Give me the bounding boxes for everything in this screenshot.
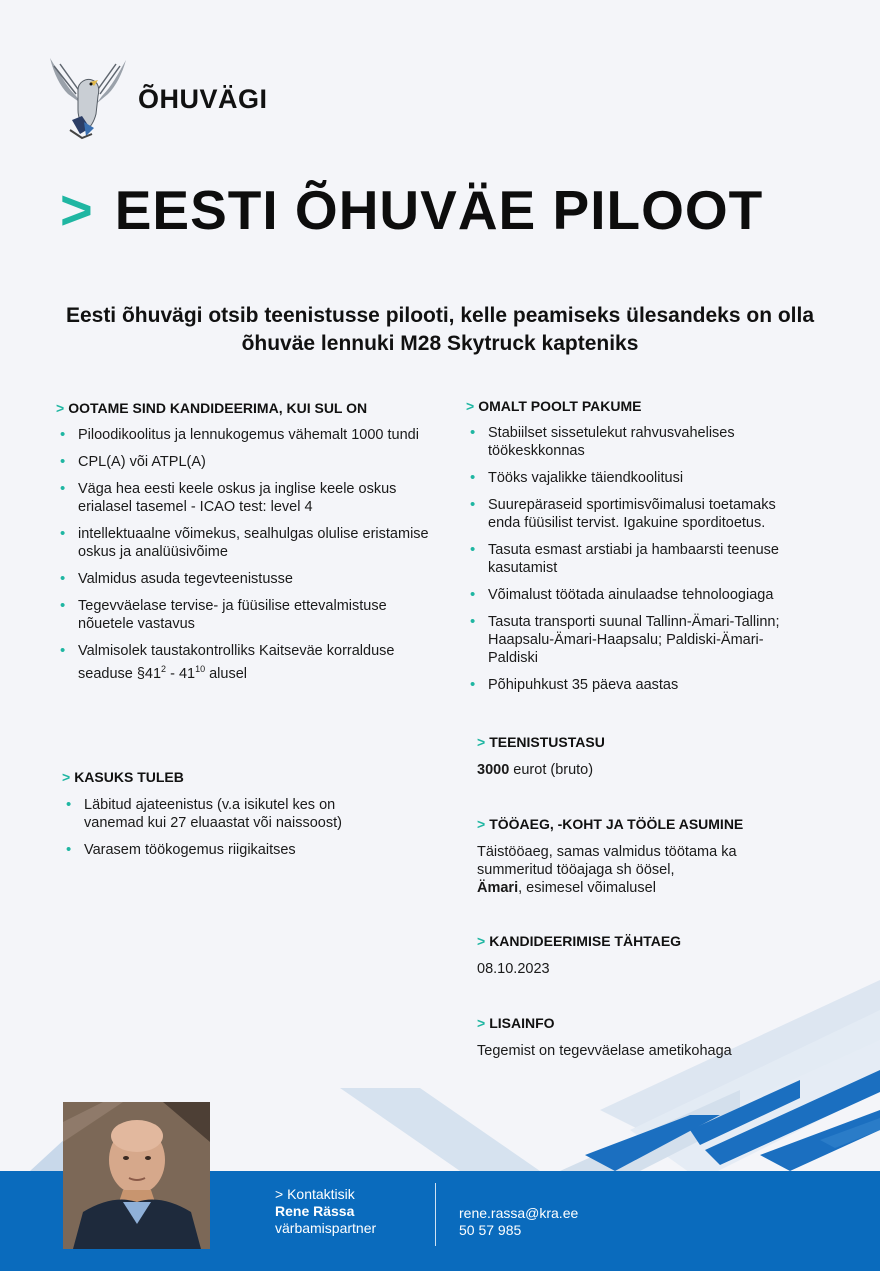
list-item-text: - 41 (166, 665, 196, 682)
list-item: • Valmidus asuda tegevteenistusse (56, 570, 436, 588)
section-chevron: > (56, 400, 65, 416)
list-item: • intellektuaalne võimekus, sealhulgas olulise eristamise oskus ja analüüsivõime (56, 525, 436, 561)
footer-divider (435, 1183, 436, 1246)
contact-email[interactable]: rene.rassa@kra.ee (459, 1205, 579, 1221)
list-item: • Piloodikoolitus ja lennukogemus vähemalt 1000 tundi (56, 426, 436, 444)
page-title (60, 178, 764, 241)
section-chevron: > (62, 769, 71, 785)
intro-text: Eesti õhuvägi otsib teenistusse pilooti, kelle peamiseks ülesandeks on olla õhuväe lennuki M28 Skytruck kapteniks (65, 304, 815, 355)
salary-suffix: eurot (bruto) (509, 762, 594, 778)
requirements-list (56, 426, 436, 692)
section-heading-text: TÖÖAEG, -KOHT JA TÖÖLE ASUMINE (489, 816, 744, 832)
list-item: • Läbitud ajateenistus (v.a isikutel kes on vanemad kui 27 eluaastat või naissoost) (62, 796, 382, 832)
start-time: , esimesel võimalusel (518, 880, 656, 896)
contact-phone[interactable]: 50 57 985 (459, 1222, 522, 1238)
deadline-date: 08.10.2023 (477, 961, 550, 977)
section-heading-text: KANDIDEERIMISE TÄHTAEG (489, 933, 682, 949)
list-item: • Tööks vajalikke täiendkoolitusi (466, 469, 796, 487)
section-heading-advantages (62, 769, 184, 785)
list-item: • Põhipuhkust 35 päeva aastas (466, 676, 796, 694)
contact-label: > Kontaktisik (275, 1186, 355, 1202)
section-chevron: > (477, 734, 486, 750)
superscript: 2 (161, 664, 167, 674)
section-chevron: > (477, 816, 486, 832)
additional-info-text: Tegemist on tegevväelase ametikohaga (477, 1043, 732, 1059)
list-item: • Väga hea eesti keele oskus ja inglise keele oskus erialasel tasemel - ICAO test: level 4 (56, 480, 436, 516)
list-item: • CPL(A) või ATPL(A) (56, 453, 436, 471)
list-item-text: alusel (205, 665, 248, 682)
list-item: • Tasuta transporti suunal Tallinn-Ämari-Tallinn; Haapsalu-Ämari-Haapsalu; Paldiski-Ämari-Paldiski (466, 613, 796, 667)
brand-name: ÕHUVÄGI (138, 84, 268, 114)
section-chevron: > (466, 398, 475, 414)
list-item (56, 642, 436, 683)
list-item: • Võimalust töötada ainulaadse tehnoloogiaga (466, 586, 796, 604)
list-item: • Varasem töökogemus riigikaitses (62, 841, 382, 859)
section-heading-requirements (56, 400, 367, 416)
working-time-line: Täistööaeg, samas valmidus töötama ka summeritud tööajaga sh öösel, (477, 844, 737, 878)
section-heading-working-time (477, 816, 743, 832)
section-heading-additional-info (477, 1015, 555, 1031)
contact-person-photo (63, 1102, 210, 1249)
offer-list (466, 424, 796, 703)
advantages-list (62, 796, 382, 868)
eagle-emblem-icon (46, 56, 130, 142)
work-location: Ämari (477, 880, 519, 896)
contact-name: Rene Rässa (275, 1203, 355, 1219)
title-chevron: > (60, 178, 93, 241)
section-chevron: > (477, 933, 486, 949)
list-item: • Tasuta esmast arstiabi ja hambaarsti teenuse kasutamist (466, 541, 796, 577)
section-heading-text: LISAINFO (489, 1015, 555, 1031)
title-text: EESTI ÕHUVÄE PILOOT (114, 178, 764, 241)
salary-text (477, 761, 593, 779)
superscript: 10 (195, 664, 206, 674)
section-heading-text: OMALT POOLT PAKUME (478, 398, 642, 414)
salary-amount: 3000 (477, 762, 510, 778)
list-item: • Tegevväelase tervise- ja füüsilise ettevalmistuse nõuetele vastavus (56, 597, 436, 633)
section-heading-text: KASUKS TULEB (74, 769, 184, 785)
section-heading-offer (466, 398, 642, 414)
section-heading-text: TEENISTUSTASU (489, 734, 605, 750)
working-time-text (477, 843, 777, 897)
section-heading-salary (477, 734, 605, 750)
section-chevron: > (477, 1015, 486, 1031)
list-item: • Stabiilset sissetulekut rahvusvahelises töökeskkonnas (466, 424, 796, 460)
list-item-text: Valmisolek taustakontrolliks Kaitseväe korralduse seaduse §41 (78, 643, 395, 682)
list-item: • Suurepäraseid sportimisvõimalusi toetamaks enda füüsilist tervist. Igakuine sporditoetus. (466, 496, 796, 532)
section-heading-deadline (477, 933, 681, 949)
section-heading-text: OOTAME SIND KANDIDEERIMA, KUI SUL ON (68, 400, 368, 416)
contact-role: värbamispartner (275, 1220, 377, 1236)
